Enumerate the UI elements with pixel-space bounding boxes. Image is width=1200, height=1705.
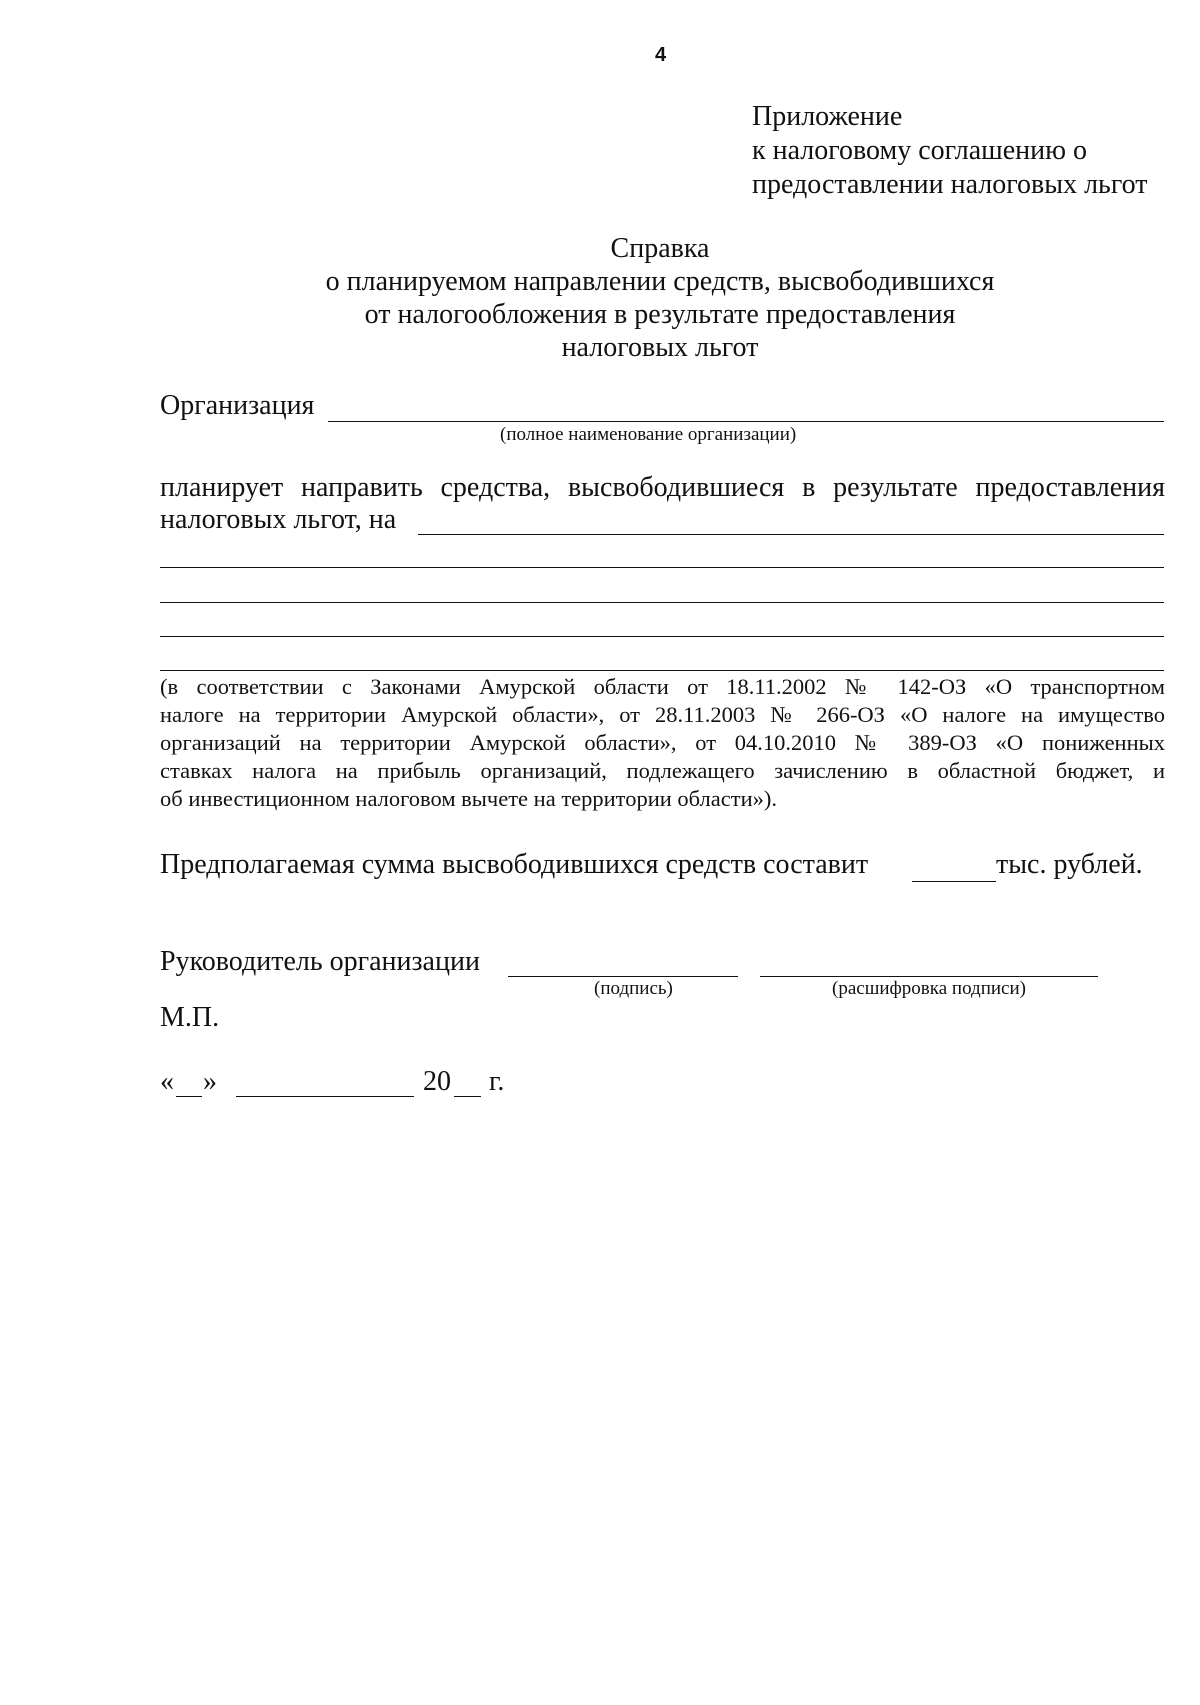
plans-line-2: налоговых льгот, на — [160, 504, 397, 535]
plans-field-line-2[interactable] — [160, 567, 1164, 568]
organization-label: Организация — [160, 390, 315, 421]
plans-field-line-1[interactable] — [418, 534, 1164, 535]
organization-caption: (полное наименование организации) — [500, 424, 797, 445]
date-close-quote: » — [203, 1066, 217, 1097]
signature-caption: (подпись) — [594, 978, 673, 999]
plans-field-line-3[interactable] — [160, 602, 1164, 603]
date-day-field[interactable] — [176, 1096, 202, 1097]
title-line-1: Справка — [610, 233, 710, 264]
date-month-field[interactable] — [236, 1096, 414, 1097]
document-title — [260, 232, 1060, 364]
signature-decode-caption: (расшифровка подписи) — [832, 978, 1026, 999]
plans-field-line-4[interactable] — [160, 636, 1164, 637]
plans-line-1: планирует направить средства, высвободившиеся в результате предоставления — [160, 472, 1165, 503]
laws-line-5: об инвестиционном налоговом вычете на территории области»). — [160, 786, 778, 811]
date-year-suffix: г. — [489, 1066, 505, 1097]
date-open-quote: « — [160, 1066, 174, 1097]
laws-line-2: налоге на территории Амурской области», от 28.11.2003 № 266-ОЗ «О налоге на имущество — [160, 702, 1165, 727]
appendix-heading — [752, 100, 1147, 202]
signature-label: Руководитель организации — [160, 946, 480, 977]
plans-field-line-5[interactable] — [160, 670, 1164, 671]
laws-line-4: ставках налога на прибыль организаций, подлежащего зачислению в областной бюджет, и — [160, 758, 1165, 783]
sum-suffix: тыс. рублей. — [996, 849, 1143, 880]
laws-reference — [160, 673, 1165, 813]
title-line-4: налоговых льгот — [561, 332, 759, 363]
stamp-mark: М.П. — [160, 1002, 220, 1033]
appendix-line-2: к налоговому соглашению о — [752, 135, 1088, 166]
sum-amount-field[interactable] — [912, 881, 996, 882]
signature-decode-field[interactable] — [760, 976, 1098, 977]
page-number: 4 — [655, 44, 667, 66]
appendix-line-3: предоставлении налоговых льгот — [752, 169, 1148, 200]
laws-line-3: организаций на территории Амурской области», от 04.10.2010 № 389-ОЗ «О пониженных — [160, 730, 1165, 755]
laws-line-1: (в соответствии с Законами Амурской области от 18.11.2002 № 142-ОЗ «О транспортном — [160, 674, 1165, 699]
sum-prefix: Предполагаемая сумма высвободившихся средств составит — [160, 849, 869, 880]
title-line-2: о планируемом направлении средств, высвободившихся — [325, 266, 995, 297]
appendix-line-1: Приложение — [752, 101, 903, 132]
date-year-field[interactable] — [454, 1096, 481, 1097]
organization-name-field[interactable] — [328, 421, 1164, 422]
signature-field[interactable] — [508, 976, 738, 977]
date-year-prefix: 20 — [423, 1066, 451, 1097]
title-line-3: от налогообложения в результате предоставления — [364, 299, 956, 330]
